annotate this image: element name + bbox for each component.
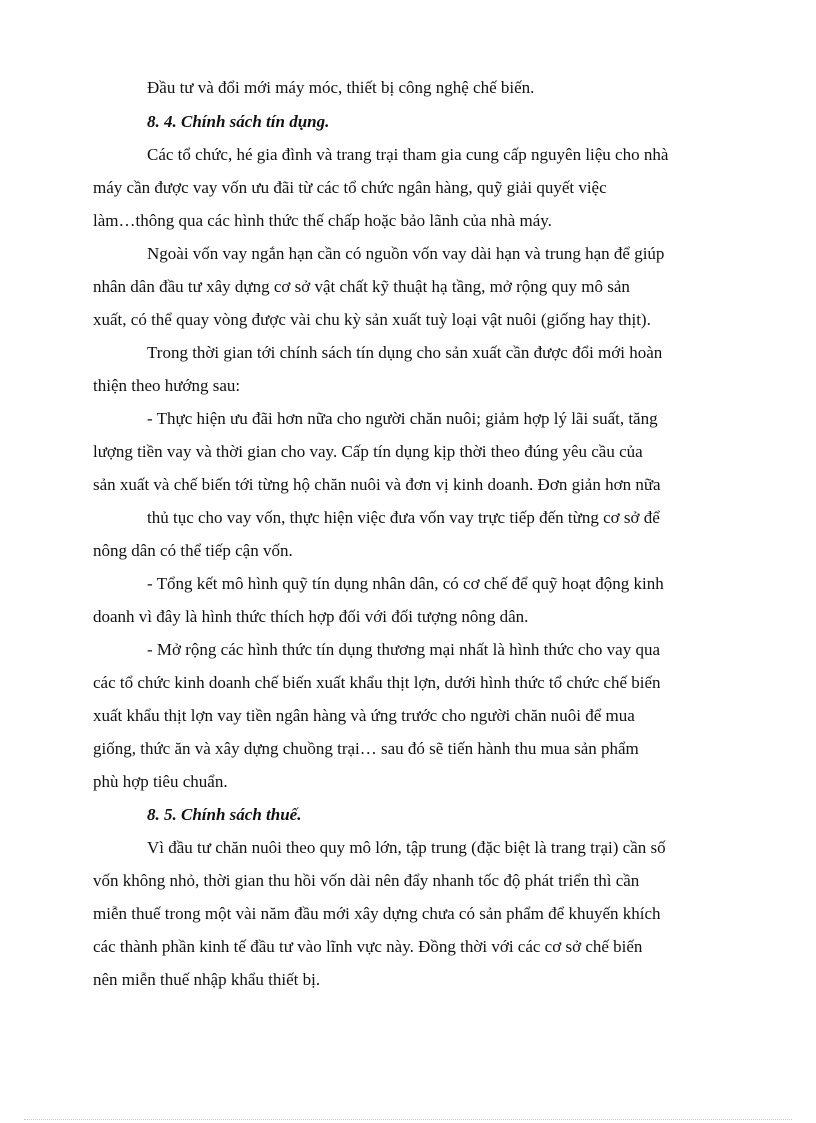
text-line: vốn không nhỏ, thời gian thu hồi vốn dài nên đẩy nhanh tốc độ phát triển thì cần bbox=[93, 871, 640, 890]
text-line: Trong thời gian tới chính sách tín dụng cho sản xuất cần được đổi mới hoàn bbox=[147, 343, 663, 362]
text-line: máy cần được vay vốn ưu đãi từ các tổ chức ngân hàng, quỹ giải quyết việc bbox=[93, 178, 607, 197]
text-line: nhân dân đầu tư xây dựng cơ sở vật chất kỹ thuật hạ tầng, mở rộng quy mô sản bbox=[93, 277, 630, 296]
text-line: các thành phần kinh tế đầu tư vào lĩnh vực này. Đồng thời với các cơ sở chế biến bbox=[93, 937, 643, 956]
text-line: giống, thức ăn và xây dựng chuồng trại… sau đó sẽ tiến hành thu mua sản phẩm bbox=[93, 739, 639, 758]
text-line: doanh vì đây là hình thức thích hợp đối với đối tượng nông dân. bbox=[93, 607, 529, 626]
text-line: Ngoài vốn vay ngắn hạn cần có nguồn vốn vay dài hạn và trung hạn để giúp bbox=[147, 244, 665, 263]
text-line: nông dân có thể tiếp cận vốn. bbox=[93, 541, 293, 560]
text-line: xuất, có thể quay vòng được vài chu kỳ sản xuất tuỳ loại vật nuôi (giống hay thịt). bbox=[93, 310, 651, 329]
text-line: nên miễn thuế nhập khẩu thiết bị. bbox=[93, 970, 321, 989]
text-line: miễn thuế trong một vài năm đầu mới xây dựng chưa có sản phẩm để khuyến khích bbox=[93, 904, 661, 923]
text-line: Các tổ chức, hé gia đình và trang trại tham gia cung cấp nguyên liệu cho nhà bbox=[147, 145, 669, 164]
page-bottom-divider bbox=[24, 1119, 792, 1120]
text-line: - Tổng kết mô hình quỹ tín dụng nhân dân, có cơ chế để quỹ hoạt động kinh bbox=[147, 574, 664, 593]
text-line: phù hợp tiêu chuẩn. bbox=[93, 772, 228, 791]
text-line: thủ tục cho vay vốn, thực hiện việc đưa vốn vay trực tiếp đến từng cơ sở để bbox=[147, 508, 660, 527]
text-line: làm…thông qua các hình thức thế chấp hoặc bảo lãnh của nhà máy. bbox=[93, 211, 552, 230]
text-line: Đầu tư và đổi mới máy móc, thiết bị công nghệ chế biến. bbox=[147, 78, 535, 97]
text-line: - Thực hiện ưu đãi hơn nữa cho người chăn nuôi; giảm hợp lý lãi suất, tăng bbox=[147, 409, 658, 428]
text-line: - Mở rộng các hình thức tín dụng thương mại nhất là hình thức cho vay qua bbox=[147, 640, 661, 659]
text-line: các tổ chức kinh doanh chế biến xuất khẩu thịt lợn, dưới hình thức tổ chức chế biến bbox=[93, 673, 661, 692]
text-line: thiện theo hướng sau: bbox=[93, 376, 241, 395]
text-line: Vì đầu tư chăn nuôi theo quy mô lớn, tập trung (đặc biệt là trang trại) cần số bbox=[147, 838, 666, 857]
text-line: sản xuất và chế biến tới từng hộ chăn nuôi và đơn vị kinh doanh. Đơn giản hơn nữa bbox=[93, 475, 661, 494]
section-heading-credit-policy: 8. 4. Chính sách tín dụng. bbox=[147, 112, 330, 131]
section-heading-tax-policy: 8. 5. Chính sách thuế. bbox=[147, 805, 302, 824]
text-line: lượng tiền vay và thời gian cho vay. Cấp tín dụng kịp thời theo đúng yêu cầu của bbox=[93, 442, 643, 461]
text-line: xuất khẩu thịt lợn vay tiền ngân hàng và ứng trước cho người chăn nuôi để mua bbox=[93, 706, 635, 725]
